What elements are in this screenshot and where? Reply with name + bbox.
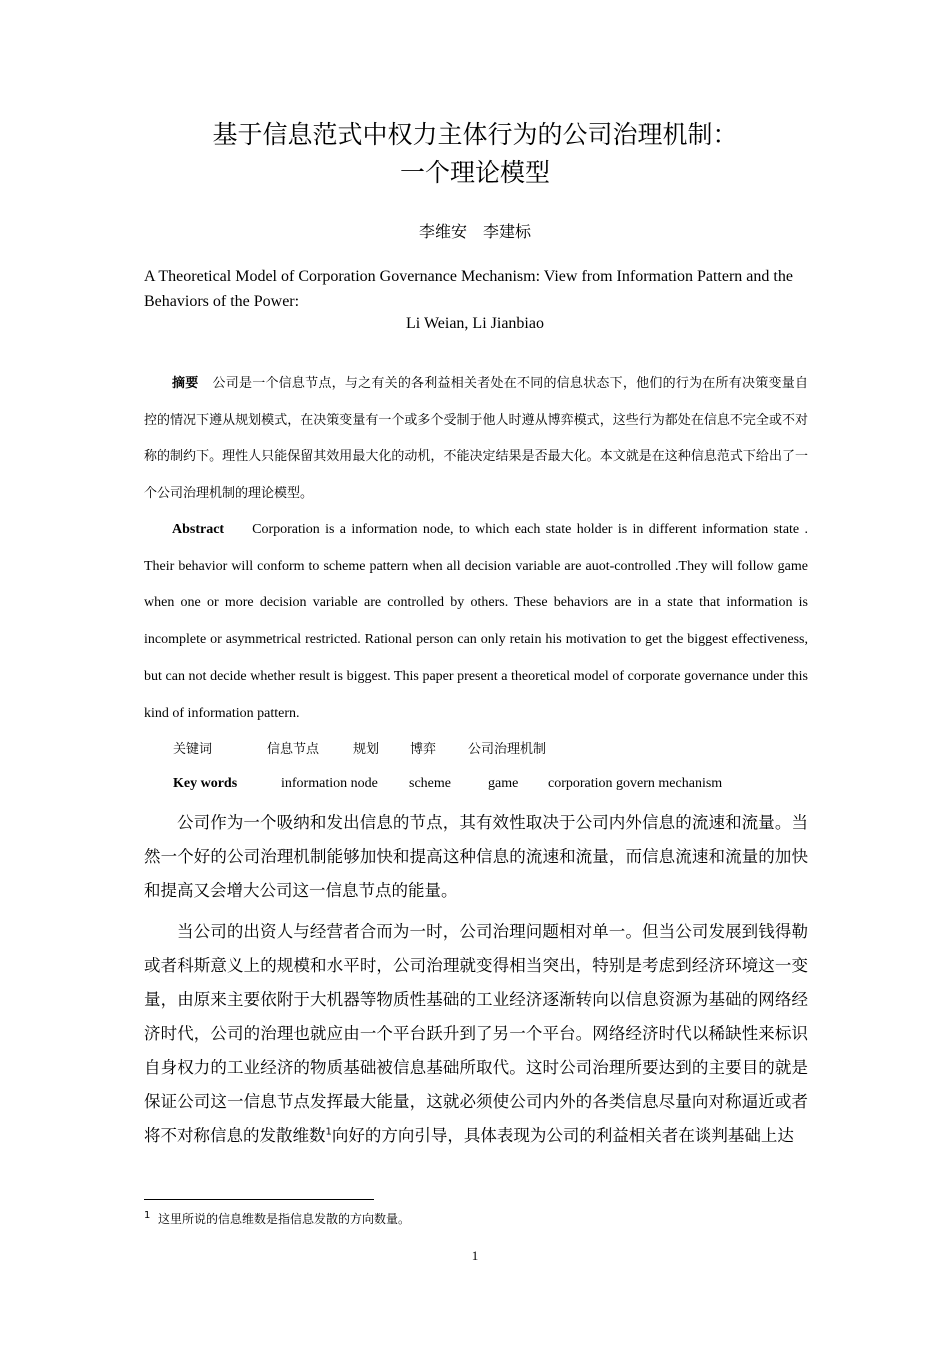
body-paragraph-1: 公司作为一个吸纳和发出信息的节点，其有效性取决于公司内外信息的流速和流量。当然一个好的公司治理机制能够加快和提高这种信息的流速和流量，而信息流速和流量的加快和提高又会增大公司这一信息节点的能量。	[144, 813, 808, 900]
english-title: A Theoretical Model of Corporation Governance Mechanism: View from Information Pattern and the Behaviors of the Power:	[144, 268, 793, 310]
abstract-en-label: Abstract	[172, 522, 225, 537]
keyword-en-item: corporation govern mechanism	[548, 776, 723, 791]
abstract-zh	[144, 366, 808, 512]
body-paragraph-2	[144, 915, 808, 1153]
footnote-reference: 1	[325, 1126, 332, 1138]
footnote-number: 1	[144, 1210, 151, 1221]
abstract-en-text: Corporation is a information node, to which each state holder is in different information state . Their behavior will conform to scheme pattern when all decision variable are auot-controlled .They will follow game when one or more decision variable are controlled by others. These behaviors are in a state that information is incomplete or asymmetrical restricted. Rational person can only retain his motivation to get the biggest effectiveness, but can not decide whether result is biggest. This paper present a theoretical model of corporate governance under this kind of information pattern.	[144, 522, 808, 721]
abstract-zh-label: 摘要	[172, 376, 199, 391]
keyword-zh-item: 公司治理机制	[468, 742, 547, 757]
keywords-en	[173, 776, 722, 792]
english-authors: Li Weian, Li Jianbiao	[406, 315, 544, 332]
keyword-zh-item: 信息节点	[267, 742, 320, 757]
paper-title-line2: 一个理论模型	[399, 158, 550, 187]
authors: 李维安 李建标	[418, 222, 531, 241]
body-paragraph-2-part1: 当公司的出资人与经营者合而为一时，公司治理问题相对单一。但当公司发展到钱得勒或者科斯意义上的规模和水平时，公司治理就变得相当突出，特别是考虑到经济环境这一变量，由原来主要依附于大机器等物质性基础的工业经济逐渐转向以信息资源为基础的网络经济时代，公司的治理也就应由一个平台跃升到了另一个平台。网络经济时代以稀缺性来标识自身权力的工业经济的物质基础被信息基础所取代。这时公司治理所要达到的主要目的就是保证公司这一信息节点发挥最大能量，这就必须使公司内外的各类信息尽量向对称逼近或者将不对称信息的发散维数	[144, 922, 808, 1145]
keywords-zh	[173, 738, 546, 757]
keyword-en-item: game	[488, 776, 519, 791]
page-number: 1	[471, 1248, 479, 1263]
keywords-zh-label: 关键词	[173, 742, 213, 757]
keyword-zh-item: 规划	[353, 742, 380, 757]
abstract-zh-text: 公司是一个信息节点，与之有关的各利益相关者处在不同的信息状态下，他们的行为在所有决策变量自控的情况下遵从规划模式，在决策变量有一个或多个受制于他人时遵从博弈模式，这些行为都处在信息不完全或不对称的制约下。理性人只能保留其效用最大化的动机，不能决定结果是否最大化。本文就是在这种信息范式下给出了一个公司治理机制的理论模型。	[144, 376, 808, 501]
abstract-en	[144, 512, 808, 732]
footnote-text: 这里所说的信息维数是指信息发散的方向数量。	[158, 1212, 411, 1226]
keyword-en-item: scheme	[409, 776, 451, 791]
footnote	[144, 1210, 410, 1227]
footnote-divider	[144, 1199, 374, 1200]
keyword-zh-item: 博弈	[410, 742, 437, 757]
body-paragraph-2-part2: 向好的方向引导，具体表现为公司的利益相关者在谈判基础上达	[331, 1126, 794, 1145]
paper-title-line1: 基于信息范式中权力主体行为的公司治理机制：	[212, 120, 738, 149]
keywords-en-label: Key words	[173, 776, 238, 791]
keyword-en-item: information node	[281, 776, 378, 791]
